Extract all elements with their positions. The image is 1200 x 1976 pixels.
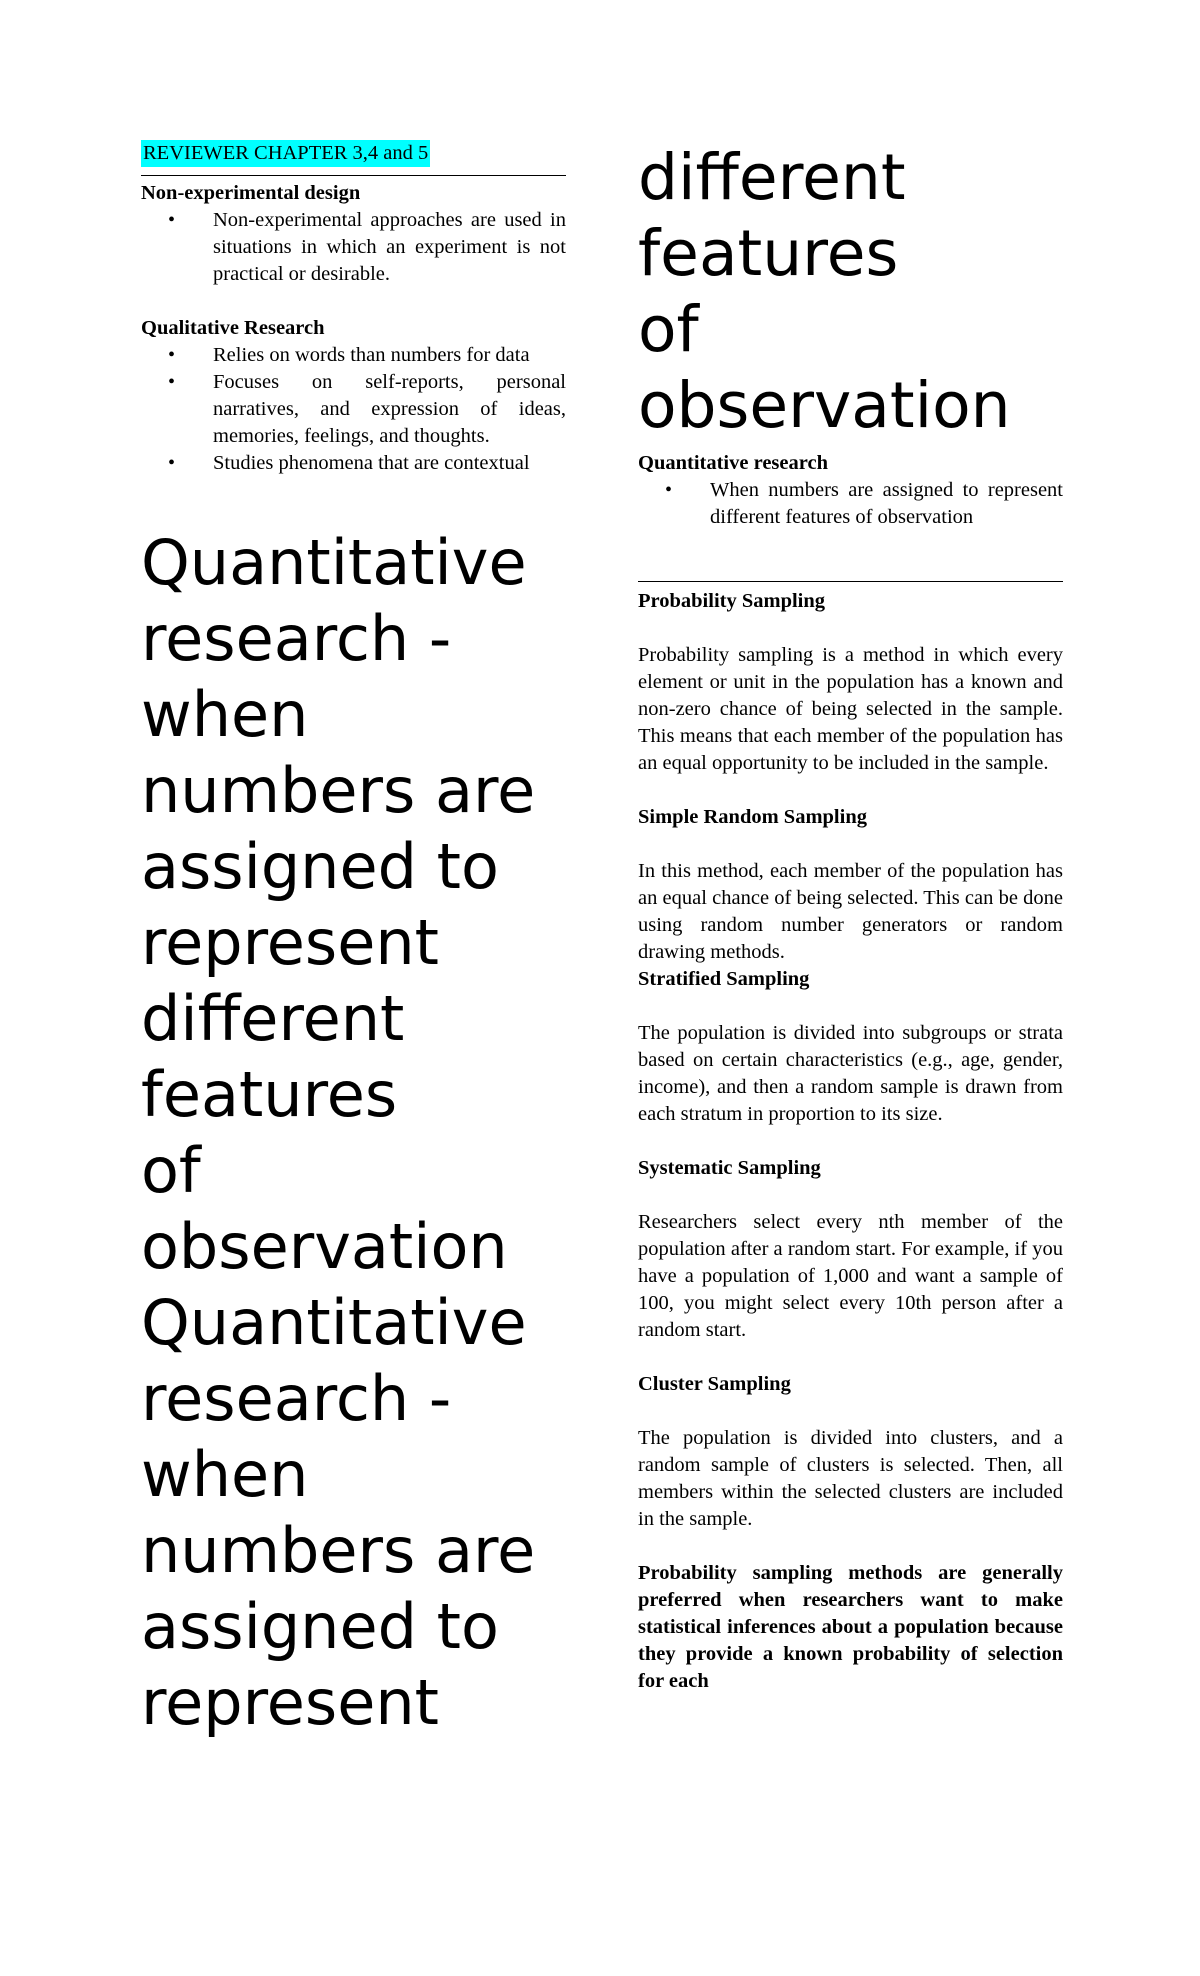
bullet-item: • Focuses on self-reports, personal narratives, and expression of ideas, memories, feelings, and thoughts.: [141, 369, 566, 450]
paragraph-simple-random: In this method, each member of the population has an equal chance of being selected. This can be done using random number generators or random drawing methods.: [638, 860, 1063, 963]
large-text-line: research -: [141, 1362, 452, 1435]
right-column: [638, 140, 1063, 1695]
section-heading-probability: Probability Sampling: [638, 590, 826, 612]
large-text-line: when: [141, 678, 309, 751]
large-text-block-right: [638, 140, 1063, 444]
large-text-line: different: [638, 141, 906, 214]
large-text-line: features: [638, 217, 899, 290]
paragraph-cluster: The population is divided into clusters, and a random sample of clusters is selected. Then, all members within the selected clusters are included in the sample.: [638, 1427, 1063, 1530]
section-heading-cluster: Cluster Sampling: [638, 1373, 791, 1395]
large-text-line: features: [141, 1058, 398, 1131]
large-text-line: Quantitative: [141, 1286, 527, 1359]
quantitative-bullets: [638, 477, 1063, 531]
large-text-line: represent: [141, 1666, 439, 1739]
bullet-item: • Studies phenomena that are contextual: [141, 450, 566, 477]
section-heading-quantitative: Quantitative research: [638, 452, 828, 474]
large-text-line: Quantitative: [141, 526, 527, 599]
large-text-line: numbers are: [141, 1514, 536, 1587]
large-text-line: different: [141, 982, 405, 1055]
paragraph-systematic: Researchers select every nth member of the population after a random start. For example, if you have a population of 1,000 and want a sample of 100, you might select every 10th person after a random start.: [638, 1211, 1063, 1341]
large-text-line: assigned to: [141, 1590, 499, 1663]
large-text-line: of: [141, 1134, 201, 1207]
large-text-line: represent: [141, 906, 439, 979]
bullet-item: • Relies on words than numbers for data: [141, 342, 566, 369]
document-title: REVIEWER CHAPTER 3,4 and 5: [141, 140, 430, 167]
large-text-line: assigned to: [141, 830, 499, 903]
large-text-line: observation: [638, 369, 1011, 442]
nonexperimental-bullets: [141, 207, 566, 288]
section-heading-qualitative: Qualitative Research: [141, 317, 325, 339]
left-column: [141, 140, 566, 1741]
large-text-block: [141, 525, 566, 1741]
paragraph-conclusion: Probability sampling methods are generally preferred when researchers want to make statistical inferences about a population because they provide a known probability of selection for each: [638, 1562, 1063, 1692]
paragraph-probability: Probability sampling is a method in which every element or unit in the population has a known and non-zero chance of being selected in the sample. This means that each member of the population has an equal opportunity to be included in the sample.: [638, 644, 1063, 774]
paragraph-stratified: The population is divided into subgroups or strata based on certain characteristics (e.g., age, gender, income), and then a random sample is drawn from each stratum in proportion to its size.: [638, 1022, 1063, 1125]
large-text-line: numbers are: [141, 754, 536, 827]
section-heading-simple-random: Simple Random Sampling: [638, 806, 867, 828]
section-heading-systematic: Systematic Sampling: [638, 1157, 821, 1179]
section-heading-nonexperimental: Non-experimental design: [141, 182, 361, 204]
title-divider: [141, 175, 566, 176]
large-text-line: research -: [141, 602, 452, 675]
bullet-item: • Non-experimental approaches are used in situations in which an experiment is not practical or desirable.: [141, 207, 566, 288]
bullet-item: • When numbers are assigned to represent different features of observation: [638, 477, 1063, 531]
section-heading-stratified: Stratified Sampling: [638, 968, 810, 990]
qualitative-bullets: [141, 342, 566, 477]
section-divider: [638, 581, 1063, 582]
large-text-line: of: [638, 293, 699, 366]
large-text-line: observation: [141, 1210, 508, 1283]
large-text-line: when: [141, 1438, 309, 1511]
